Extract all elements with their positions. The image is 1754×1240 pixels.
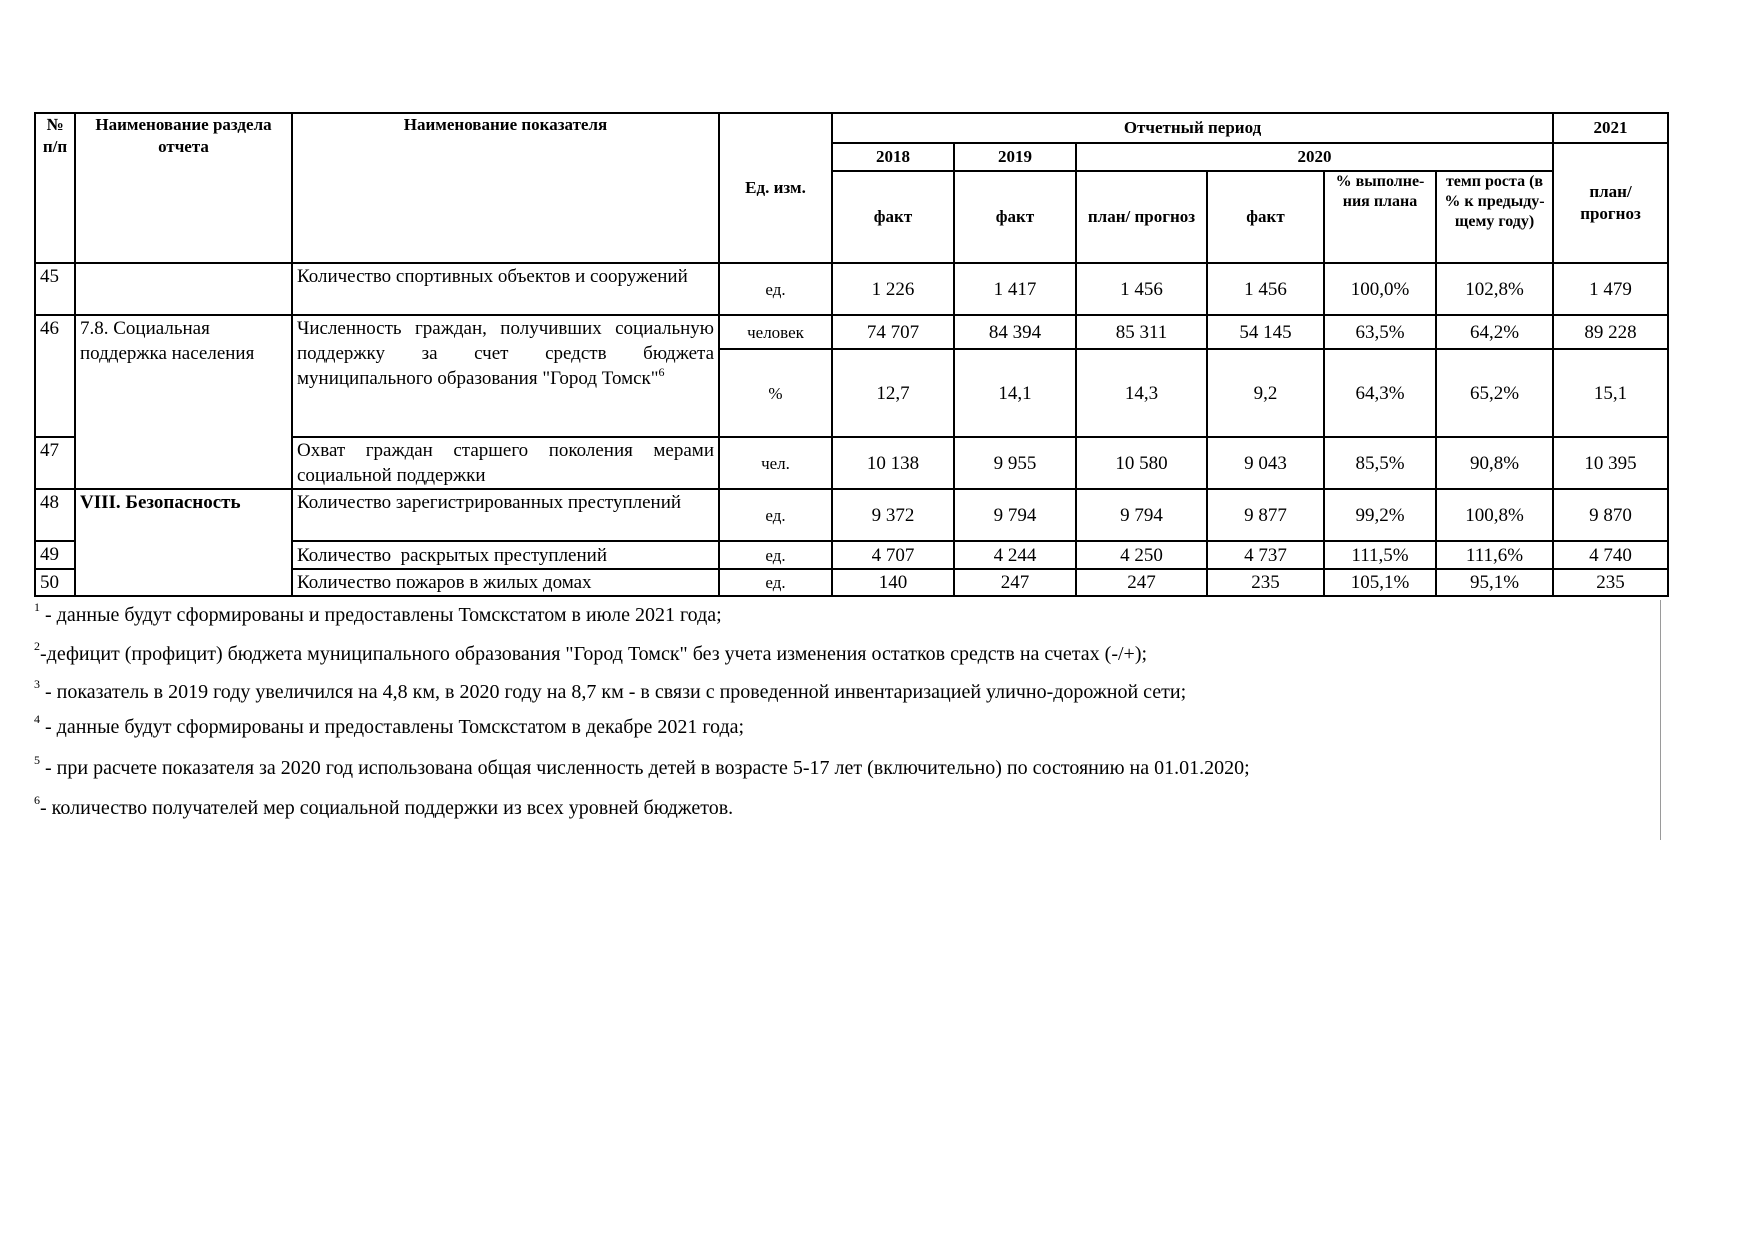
- value-growth: 100,8%: [1436, 489, 1553, 541]
- footnote-text: - показатель в 2019 году увеличился на 4,8 км, в 2020 году на 8,7 км - в связи с проведенной инвентаризацией улично-дорожной сети;: [40, 681, 1187, 703]
- header-2018: 2018: [832, 143, 954, 171]
- value-growth: 95,1%: [1436, 569, 1553, 596]
- row-num: 50: [35, 569, 75, 596]
- footnote-text: -дефицит (профицит) бюджета муниципального образования "Город Томск" без учета изменения остатков средств на счетах (-/+);: [40, 643, 1148, 665]
- footnote-ref: 6: [658, 365, 665, 379]
- row-num: 49: [35, 541, 75, 569]
- row-section: 7.8. Социальная поддержка населения: [75, 315, 292, 489]
- value-growth: 64,2%: [1436, 315, 1553, 349]
- header-plan-2021: план/ прогноз: [1553, 143, 1668, 263]
- row-unit: ед.: [719, 569, 832, 596]
- value-plan-2020: 247: [1076, 569, 1207, 596]
- value-2018: 4 707: [832, 541, 954, 569]
- value-fact-2020: 9 043: [1207, 437, 1324, 489]
- value-plan-2021: 10 395: [1553, 437, 1668, 489]
- value-plan-2021: 89 228: [1553, 315, 1668, 349]
- value-fact-2020: 4 737: [1207, 541, 1324, 569]
- value-2019: 14,1: [954, 349, 1076, 437]
- value-plan-2021: 9 870: [1553, 489, 1668, 541]
- table-row: [35, 489, 1668, 541]
- value-plan-2021: 235: [1553, 569, 1668, 596]
- value-plan-2020: 14,3: [1076, 349, 1207, 437]
- row-unit: ед.: [719, 263, 832, 315]
- table-row: [35, 263, 1668, 315]
- value-pct: 111,5%: [1324, 541, 1436, 569]
- header-fact-2020: факт: [1207, 171, 1324, 263]
- value-fact-2020: 9 877: [1207, 489, 1324, 541]
- value-plan-2021: 1 479: [1553, 263, 1668, 315]
- value-pct: 105,1%: [1324, 569, 1436, 596]
- value-pct: 64,3%: [1324, 349, 1436, 437]
- header-2020: 2020: [1076, 143, 1553, 171]
- value-2019: 247: [954, 569, 1076, 596]
- value-2019: 84 394: [954, 315, 1076, 349]
- header-num: № п/п: [35, 113, 75, 263]
- header-indicator: Наименование показателя: [292, 113, 719, 263]
- header-fact-2018: факт: [832, 171, 954, 263]
- footnote-mark: 1: [34, 600, 40, 614]
- value-plan-2020: 1 456: [1076, 263, 1207, 315]
- row-num: 45: [35, 263, 75, 315]
- row-unit: ед.: [719, 541, 832, 569]
- row-num: 47: [35, 437, 75, 489]
- value-plan-2020: 4 250: [1076, 541, 1207, 569]
- value-2018: 74 707: [832, 315, 954, 349]
- footnote-1: [34, 600, 722, 627]
- row-indicator: Количество спортивных объектов и сооружений: [292, 263, 719, 315]
- row-indicator: Количество зарегистрированных преступлений: [292, 489, 719, 541]
- value-growth: 65,2%: [1436, 349, 1553, 437]
- header-fact-2019: факт: [954, 171, 1076, 263]
- header-2021: 2021: [1553, 113, 1668, 143]
- value-pct: 63,5%: [1324, 315, 1436, 349]
- value-pct: 99,2%: [1324, 489, 1436, 541]
- value-growth: 90,8%: [1436, 437, 1553, 489]
- header-growth: темп роста (в % к предыду-щему году): [1436, 171, 1553, 263]
- row-unit: %: [719, 349, 832, 437]
- value-pct: 85,5%: [1324, 437, 1436, 489]
- row-section: VIII. Безопасность: [75, 489, 292, 596]
- value-2018: 10 138: [832, 437, 954, 489]
- footnote-text: - данные будут сформированы и предоставлены Томскстатом в июле 2021 года;: [40, 604, 722, 626]
- value-plan-2020: 85 311: [1076, 315, 1207, 349]
- value-fact-2020: 1 456: [1207, 263, 1324, 315]
- value-2018: 9 372: [832, 489, 954, 541]
- header-plan-2020: план/ прогноз: [1076, 171, 1207, 263]
- header-2019: 2019: [954, 143, 1076, 171]
- value-plan-2020: 10 580: [1076, 437, 1207, 489]
- row-indicator: [292, 315, 719, 437]
- value-2019: 4 244: [954, 541, 1076, 569]
- row-indicator: Охват граждан старшего поколения мерами социальной поддержки: [292, 437, 719, 489]
- table-row: [35, 315, 1668, 349]
- footnote-4: [34, 712, 745, 739]
- footnote-mark: 3: [34, 677, 40, 691]
- value-2018: 140: [832, 569, 954, 596]
- footnote-mark: 5: [34, 753, 40, 767]
- value-fact-2020: 9,2: [1207, 349, 1324, 437]
- indicator-text: Численность граждан, получивших социальную поддержку за счет средств бюджета муниципального образования "Город Томск": [297, 318, 714, 389]
- footnote-mark: 6: [34, 793, 40, 807]
- value-plan-2020: 9 794: [1076, 489, 1207, 541]
- row-unit: ед.: [719, 489, 832, 541]
- value-pct: 100,0%: [1324, 263, 1436, 315]
- header-section: Наименование раздела отчета: [75, 113, 292, 263]
- footnote-text: - при расчете показателя за 2020 год использована общая численность детей в возрасте 5-17 лет (включительно) по состоянию на 01.01.2020;: [40, 757, 1250, 779]
- row-unit: чел.: [719, 437, 832, 489]
- row-section: [75, 263, 292, 315]
- footnote-mark: 2: [34, 639, 40, 653]
- header-period: Отчетный период: [832, 113, 1553, 143]
- value-2018: 12,7: [832, 349, 954, 437]
- row-indicator: Количество пожаров в жилых домах: [292, 569, 719, 596]
- footnote-text: - данные будут сформированы и предоставлены Томскстатом в декабре 2021 года;: [40, 716, 745, 738]
- footnote-text: - количество получателей мер социальной поддержки из всех уровней бюджетов.: [40, 797, 734, 819]
- value-plan-2021: 15,1: [1553, 349, 1668, 437]
- header-pct: % выполне-ния плана: [1324, 171, 1436, 263]
- row-unit: человек: [719, 315, 832, 349]
- footnote-mark: 4: [34, 712, 40, 726]
- value-growth: 102,8%: [1436, 263, 1553, 315]
- value-2019: 9 955: [954, 437, 1076, 489]
- value-fact-2020: 54 145: [1207, 315, 1324, 349]
- value-plan-2021: 4 740: [1553, 541, 1668, 569]
- row-num: 46: [35, 315, 75, 437]
- page-divider: [1660, 600, 1661, 840]
- value-2018: 1 226: [832, 263, 954, 315]
- footnote-2: [34, 639, 1148, 666]
- value-2019: 1 417: [954, 263, 1076, 315]
- value-2019: 9 794: [954, 489, 1076, 541]
- row-num: 48: [35, 489, 75, 541]
- report-table: [34, 112, 1669, 597]
- value-growth: 111,6%: [1436, 541, 1553, 569]
- footnote-3: [34, 677, 1187, 704]
- row-indicator: Количество раскрытых преступлений: [292, 541, 719, 569]
- footnote-6: [34, 793, 734, 820]
- value-fact-2020: 235: [1207, 569, 1324, 596]
- header-unit: Ед. изм.: [719, 113, 832, 263]
- footnote-5: [34, 753, 1250, 780]
